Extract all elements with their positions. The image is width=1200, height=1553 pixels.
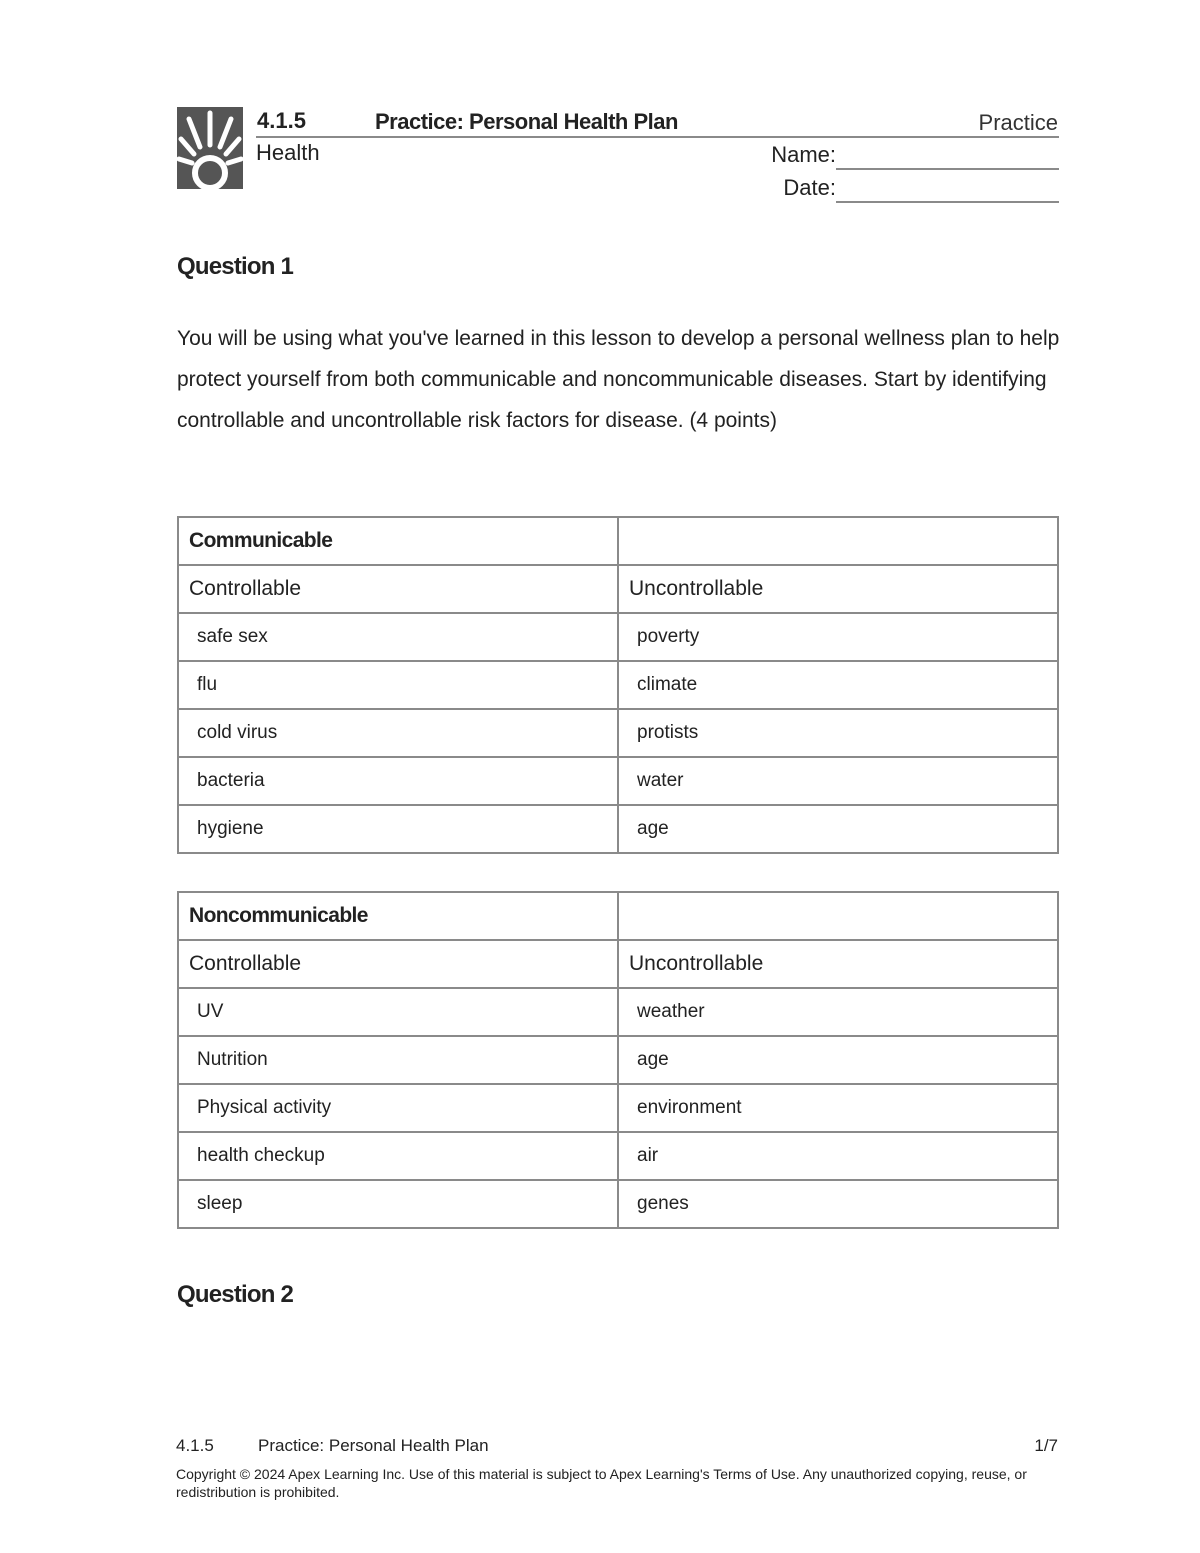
page-number: 1/7: [1034, 1436, 1058, 1455]
noncommunicable-risk-table: [177, 891, 1059, 1229]
name-field[interactable]: [836, 168, 1059, 170]
controllable-cell[interactable]: UV: [178, 988, 618, 1036]
lesson-number: 4.1.5: [257, 108, 306, 133]
footer-lesson-number: 4.1.5: [176, 1436, 214, 1455]
table-row: [178, 1180, 1058, 1228]
uncontrollable-cell[interactable]: water: [618, 757, 1058, 805]
controllable-cell[interactable]: safe sex: [178, 613, 618, 661]
uncontrollable-cell[interactable]: genes: [618, 1180, 1058, 1228]
controllable-header: Controllable: [178, 940, 618, 988]
controllable-cell[interactable]: cold virus: [178, 709, 618, 757]
uncontrollable-cell[interactable]: weather: [618, 988, 1058, 1036]
controllable-cell[interactable]: sleep: [178, 1180, 618, 1228]
category-cell: Noncommunicable: [178, 892, 618, 940]
page-title: Practice: Personal Health Plan: [375, 109, 678, 134]
controllable-header: Controllable: [178, 565, 618, 613]
table-row: [178, 988, 1058, 1036]
question-1-prompt: You will be using what you've learned in this lesson to develop a personal wellness plan to help protect yourself from both communicable and noncommunicable diseases. Start by identifying controllable and uncontrollable risk factors for disease. (4 points): [177, 327, 1060, 432]
table-row: [178, 805, 1058, 853]
uncontrollable-cell[interactable]: air: [618, 1132, 1058, 1180]
uncontrollable-header: Uncontrollable: [618, 565, 1058, 613]
uncontrollable-cell[interactable]: protists: [618, 709, 1058, 757]
subject-label: Health: [256, 140, 320, 165]
controllable-cell[interactable]: Nutrition: [178, 1036, 618, 1084]
date-label: Date:: [783, 175, 836, 200]
uncontrollable-header: Uncontrollable: [618, 940, 1058, 988]
table-header-row: [178, 517, 1058, 565]
question-1-heading: Question 1: [177, 253, 294, 280]
column-header-row: [178, 565, 1058, 613]
empty-cell: [618, 517, 1058, 565]
activity-type: Practice: [978, 110, 1058, 135]
communicable-risk-table: [177, 516, 1059, 854]
header-divider: [256, 136, 1059, 138]
date-field[interactable]: [836, 201, 1059, 203]
uncontrollable-cell[interactable]: climate: [618, 661, 1058, 709]
column-header-row: [178, 940, 1058, 988]
footer-title: Practice: Personal Health Plan: [258, 1436, 489, 1455]
uncontrollable-cell[interactable]: poverty: [618, 613, 1058, 661]
controllable-cell[interactable]: flu: [178, 661, 618, 709]
table-header-row: [178, 892, 1058, 940]
uncontrollable-cell[interactable]: age: [618, 1036, 1058, 1084]
table-row: [178, 757, 1058, 805]
table-row: [178, 1132, 1058, 1180]
name-label: Name:: [771, 142, 836, 167]
empty-cell: [618, 892, 1058, 940]
uncontrollable-cell[interactable]: age: [618, 805, 1058, 853]
controllable-cell[interactable]: Physical activity: [178, 1084, 618, 1132]
table-row: [178, 1036, 1058, 1084]
table-row: [178, 1084, 1058, 1132]
controllable-cell[interactable]: hygiene: [178, 805, 618, 853]
table-row: [178, 613, 1058, 661]
controllable-cell[interactable]: health checkup: [178, 1132, 618, 1180]
copyright-notice: Copyright © 2024 Apex Learning Inc. Use of this material is subject to Apex Learning's Terms of Use. Any unauthorized copying, reuse, or redistribution is prohibited.: [176, 1466, 1027, 1500]
apex-logo-icon: [177, 107, 243, 189]
question-2-heading: Question 2: [177, 1281, 294, 1308]
controllable-cell[interactable]: bacteria: [178, 757, 618, 805]
category-cell: Communicable: [178, 517, 618, 565]
table-row: [178, 709, 1058, 757]
uncontrollable-cell[interactable]: environment: [618, 1084, 1058, 1132]
table-row: [178, 661, 1058, 709]
